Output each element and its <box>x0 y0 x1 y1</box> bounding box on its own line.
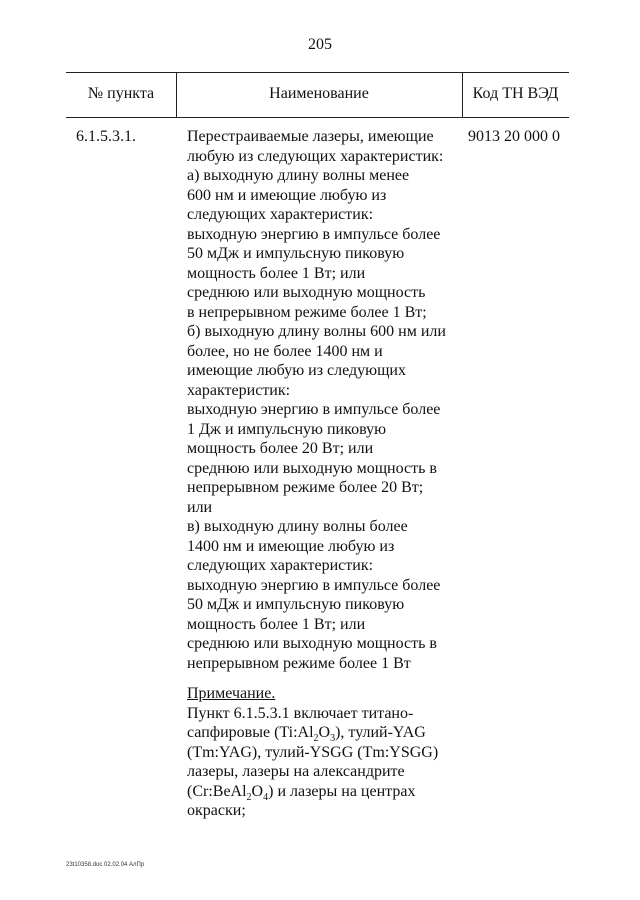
description-line: 1400 нм и имеющие любую из <box>187 537 395 555</box>
table-header-rule <box>66 117 569 118</box>
description-line: имеющие любую из следующих <box>187 362 406 379</box>
description-line: или <box>187 498 213 516</box>
description-line: следующих характеристик: <box>187 557 374 574</box>
item-description <box>187 127 459 673</box>
note-line: сапфировые $(Ti:Al_2O_3)$, тулий-YAG <box>187 724 426 745</box>
description-line: непрерывном режиме более 20 Вт; <box>187 479 424 496</box>
description-line: мощность более 1 Вт; или <box>187 615 366 633</box>
description-line: в) выходную длину волны более <box>187 518 408 535</box>
description-line: 50 мДж и импульсную пиковую <box>187 245 405 262</box>
description-line: а) выходную длину волны менее <box>187 167 410 184</box>
description-line: выходную энергию в импульсе более <box>187 576 441 594</box>
note-line: $(Cr:BeAl_2O_4)$ и лазеры на центрах <box>187 782 416 803</box>
description-line: характеристик: <box>187 381 291 399</box>
description-line: выходную энергию в импульсе более <box>187 225 441 243</box>
item-note <box>187 684 459 821</box>
header-code: Код ТН ВЭД <box>472 85 559 102</box>
note-line: Пункт 6.1.5.3.1 включает титано- <box>187 704 414 722</box>
description-line: 1 Дж и импульсную пиковую <box>187 420 387 438</box>
description-line: Перестраиваемые лазеры, имеющие <box>187 128 434 145</box>
note-line: (Tm:YAG), тулий-YSGG (Tm:YSGG) <box>187 743 439 761</box>
description-line: 600 нм и имеющие любую из <box>187 186 387 204</box>
table-top-rule <box>66 72 569 73</box>
description-line: мощность более 1 Вт; или <box>187 264 366 282</box>
description-line: непрерывном режиме более 1 Вт <box>187 654 411 672</box>
description-line: более, но не более 1400 нм и <box>187 342 383 360</box>
footer-file-ref: 23t10358.doc 02.02.04 АлПр <box>66 862 145 868</box>
description-line: б) выходную длину волны 600 нм или <box>187 323 446 340</box>
description-line: любую из следующих характеристик: <box>187 147 444 165</box>
description-line: среднюю или выходную мощность в <box>187 459 437 477</box>
description-line: среднюю или выходную мощность в <box>187 635 437 652</box>
note-line: лазеры, лазеры на александрите <box>187 763 405 780</box>
description-line: среднюю или выходную мощность <box>187 284 426 301</box>
header-name: Наименование <box>269 85 369 102</box>
description-line: выходную энергию в импульсе более <box>187 401 441 418</box>
header-item-number: № пункта <box>87 85 155 102</box>
description-line: следующих характеристик: <box>187 206 374 223</box>
note-title: Примечание. <box>187 685 276 702</box>
item-code: 9013 20 000 0 <box>468 128 560 145</box>
page-number: 205 <box>308 36 332 53</box>
item-number: 6.1.5.3.1. <box>76 128 136 145</box>
description-line: в непрерывном режиме более 1 Вт; <box>187 303 427 321</box>
note-line: окраски; <box>187 802 246 819</box>
description-line: мощность более 20 Вт; или <box>187 440 374 457</box>
description-line: 50 мДж и импульсную пиковую <box>187 596 405 613</box>
